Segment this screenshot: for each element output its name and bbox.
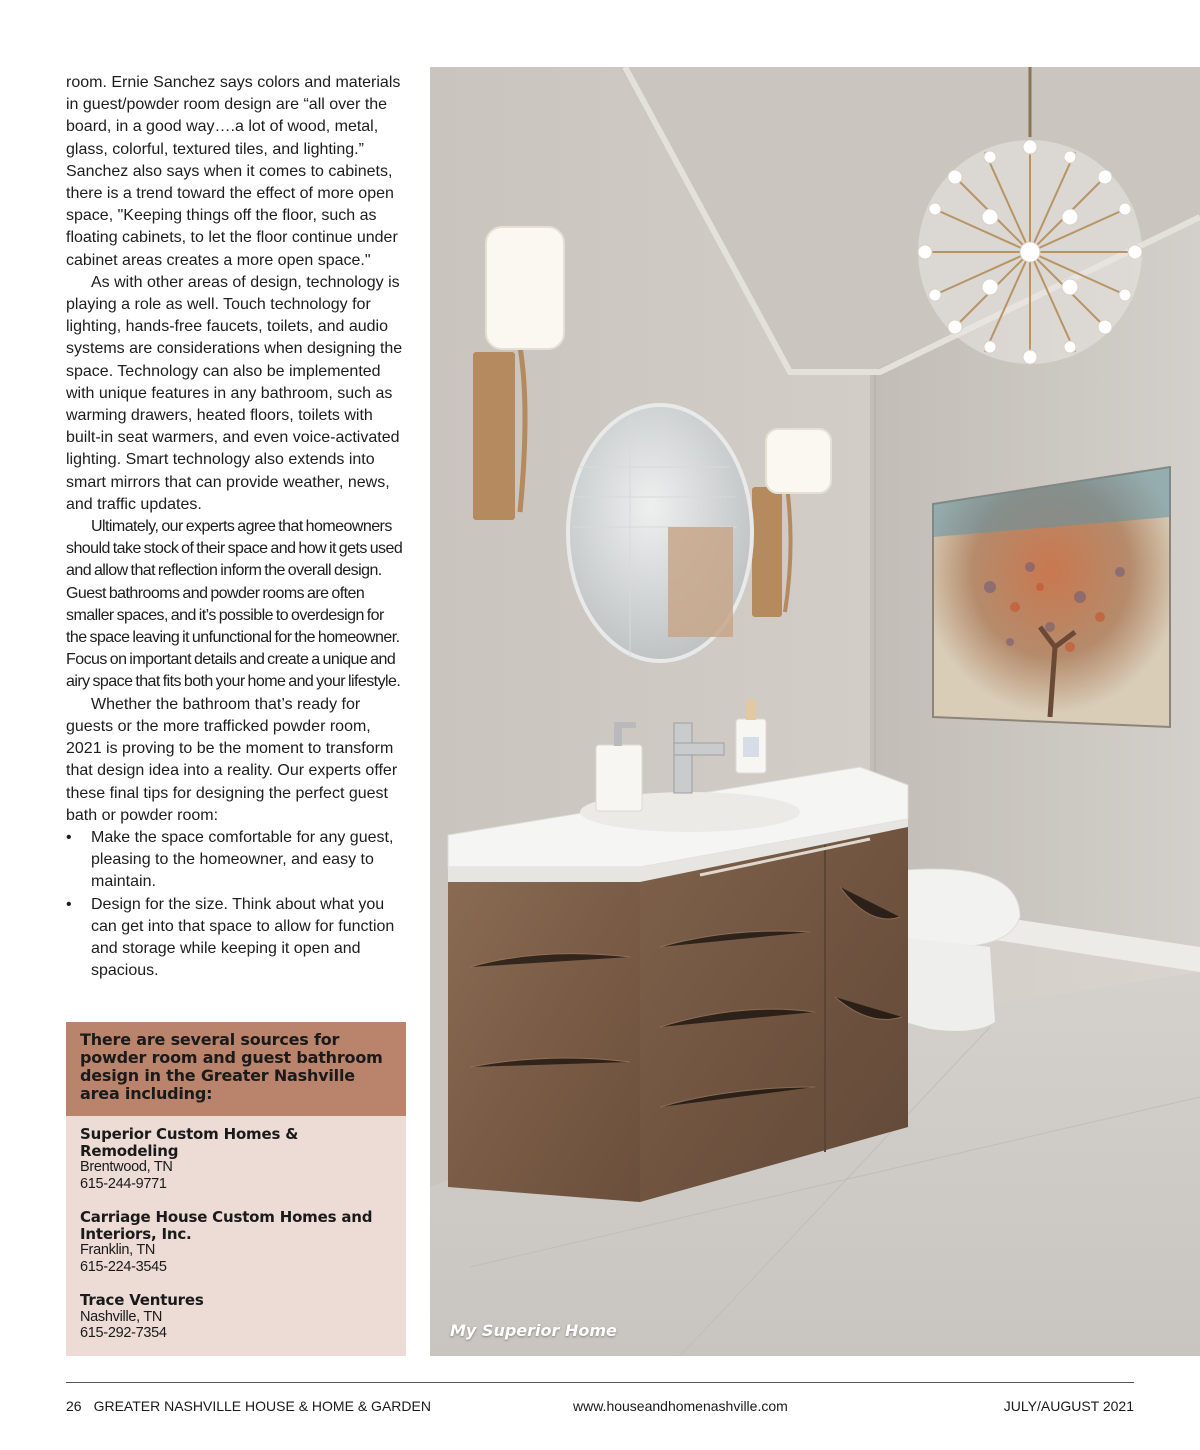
list-item <box>80 1126 392 1192</box>
source-city: Franklin, TN <box>80 1242 156 1258</box>
list-item <box>80 1292 392 1342</box>
article-paragraph: As with other areas of design, technology is playing a role as well. Touch technology for lighting, hands-free faucets, toilets, and audio systems are considerations when designing the space. Technology can also be implemented with unique features in any bathroom, such as warming drawers, heated floors, toilets with built-in seat warmers, and even voice-activated lighting. Smart technology also extends into smart mirrors that can provide weather, news, and traffic updates. <box>66 273 403 513</box>
sidebar-heading: There are several sources for powder room and guest bathroom design in the Greater Nashville area including: <box>66 1022 406 1116</box>
source-phone: 615-292-7354 <box>80 1325 167 1341</box>
source-phone: 615-224-3545 <box>80 1258 167 1275</box>
bathroom-photo <box>430 67 1200 1356</box>
article-paragraph: room. Ernie Sanchez says colors and materials in guest/powder room design are “all over the board, in a good way….a lot of wood, metal, glass, colorful, textured tiles, and lighting.” Sanchez also says when it comes to cabinets, there is a trend toward the effect of more open space, "Keeping things off the floor, such as floating cabinets, to let the floor continue under cabinet areas creates a more open space." <box>66 74 401 269</box>
website-url: www.houseandhomenashville.com <box>573 1398 788 1414</box>
page-footer <box>66 1398 1134 1418</box>
list-item: • Make the space comfortable for any guest, pleasing to the homeowner, and easy to maintain. <box>66 827 406 894</box>
article-paragraph: Whether the bathroom that’s ready for guests or the more trafficked powder room, 2021 is proving to be the moment to transform that design idea into a reality. Our experts offer these final tips for designing the perfect guest bath or powder room: <box>66 695 398 824</box>
source-city: Brentwood, TN <box>80 1159 173 1175</box>
page-number: 26 <box>66 1398 82 1414</box>
tips-list <box>66 827 406 982</box>
photo-credit: My Superior Home <box>450 1321 617 1340</box>
bathroom-illustration <box>430 67 1200 1356</box>
sources-list <box>66 1116 406 1342</box>
article-body <box>66 72 406 982</box>
footer-divider <box>66 1382 1134 1383</box>
list-item <box>80 1209 392 1275</box>
source-phone: 615-244-9771 <box>80 1175 167 1192</box>
source-name: Superior Custom Homes & Remodeling <box>80 1125 299 1160</box>
list-item: • Design for the size. Think about what you can get into that space to allow for function and storage while keeping it open and spacious. <box>66 894 406 983</box>
footer-left <box>66 1398 431 1414</box>
source-name: Carriage House Custom Homes and Interiors, Inc. <box>80 1208 373 1243</box>
article-paragraph: Ultimately, our experts agree that homeowners should take stock of their space and how it gets used and allow that reflection inform the overall design. Guest bathrooms and powder rooms are often smaller spaces, and it’s possible to overdesign for the space leaving it unfunctional for the homeowner. Focus on important details and create a unique and airy space that fits both your home and your lifestyle. <box>66 518 403 691</box>
source-city: Nashville, TN <box>80 1308 163 1325</box>
issue-date: JULY/AUGUST 2021 <box>1003 1398 1134 1414</box>
source-name: Trace Ventures <box>80 1291 204 1309</box>
sources-sidebar <box>66 1022 406 1356</box>
publication-name: GREATER NASHVILLE HOUSE & HOME & GARDEN <box>93 1398 431 1414</box>
